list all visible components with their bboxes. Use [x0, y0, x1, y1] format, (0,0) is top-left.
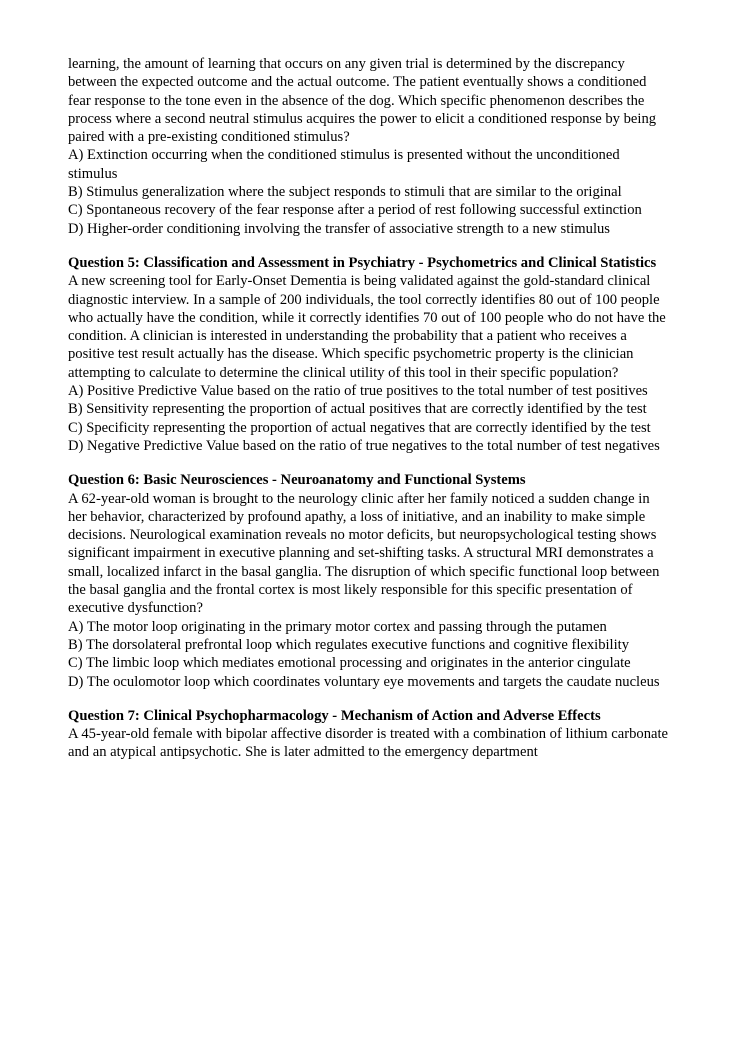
question-5-option-d: D) Negative Predictive Value based on the ratio of true negatives to the total number of test negatives — [68, 437, 660, 454]
section-gap — [68, 455, 668, 471]
section-gap — [68, 238, 668, 254]
question-5-option-c: C) Specificity representing the proportion of actual negatives that are correctly identified by the test — [68, 419, 651, 436]
question-4-stem-continuation: learning, the amount of learning that occurs on any given trial is determined by the discrepancy between the expected outcome and the actual outcome. The patient eventually shows a conditioned fear response to the tone even in the absence of the dog. Which specific phenomenon describes the process where a second neutral stimulus acquires the power to elicit a conditioned response by being paired with a pre-existing conditioned stimulus? — [68, 56, 657, 146]
question-6-option-c: C) The limbic loop which mediates emotional processing and originates in the anterior cingulate — [68, 655, 631, 672]
question-7-heading: Question 7: Clinical Psychopharmacology - Mechanism of Action and Adverse Effects — [68, 707, 601, 724]
question-5-option-a: A) Positive Predictive Value based on the ratio of true positives to the total number of test positives — [68, 383, 648, 400]
question-4-option-d: D) Higher-order conditioning involving the transfer of associative strength to a new stimulus — [68, 220, 610, 237]
question-5-stem: A new screening tool for Early-Onset Dementia is being validated against the gold-standard clinical diagnostic interview. In a sample of 200 individuals, the tool correctly identifies 80 out of 100 people who actually have the condition, while it correctly identifies 70 out of 100 people who do not have the condition. A clinician is interested in understanding the probability that a patient who receives a positive test result actually has the disease. Which specific psychometric property is the clinician attempting to calculate to determine the clinical utility of this tool in their specific population? — [68, 273, 666, 381]
question-7-stem: A 45-year-old female with bipolar affective disorder is treated with a combination of lithium carbonate and an atypical antipsychotic. She is later admitted to the emergency department — [68, 726, 669, 761]
question-4-option-c: C) Spontaneous recovery of the fear response after a period of rest following successful extinction — [68, 202, 642, 219]
question-6-heading: Question 6: Basic Neurosciences - Neuroanatomy and Functional Systems — [68, 472, 526, 489]
question-6-option-b: B) The dorsolateral prefrontal loop which regulates executive functions and cognitive flexibility — [68, 636, 630, 653]
document-page — [68, 55, 668, 762]
question-5-option-b: B) Sensitivity representing the proportion of actual positives that are correctly identified by the test — [68, 401, 647, 418]
question-4-option-a: A) Extinction occurring when the conditioned stimulus is presented without the unconditioned stimulus — [68, 147, 620, 182]
question-4-option-b: B) Stimulus generalization where the subject responds to stimuli that are similar to the original — [68, 184, 622, 201]
question-6-option-a: A) The motor loop originating in the primary motor cortex and passing through the putamen — [68, 618, 607, 635]
question-5-heading: Question 5: Classification and Assessment in Psychiatry - Psychometrics and Clinical Statistics — [68, 254, 657, 271]
question-6-stem: A 62-year-old woman is brought to the neurology clinic after her family noticed a sudden change in her behavior, characterized by profound apathy, a loss of initiative, and an inability to make simple decisions. Neurological examination reveals no motor deficits, but neuropsychological testing shows significant impairment in executive planning and set-shifting tasks. A structural MRI demonstrates a small, localized infarct in the basal ganglia. The disruption of which specific functional loop between the basal ganglia and the frontal cortex is most likely responsible for this specific presentation of executive dysfunction? — [68, 490, 660, 617]
section-gap — [68, 691, 668, 707]
question-6-option-d: D) The oculomotor loop which coordinates voluntary eye movements and targets the caudate nucleus — [68, 673, 660, 690]
